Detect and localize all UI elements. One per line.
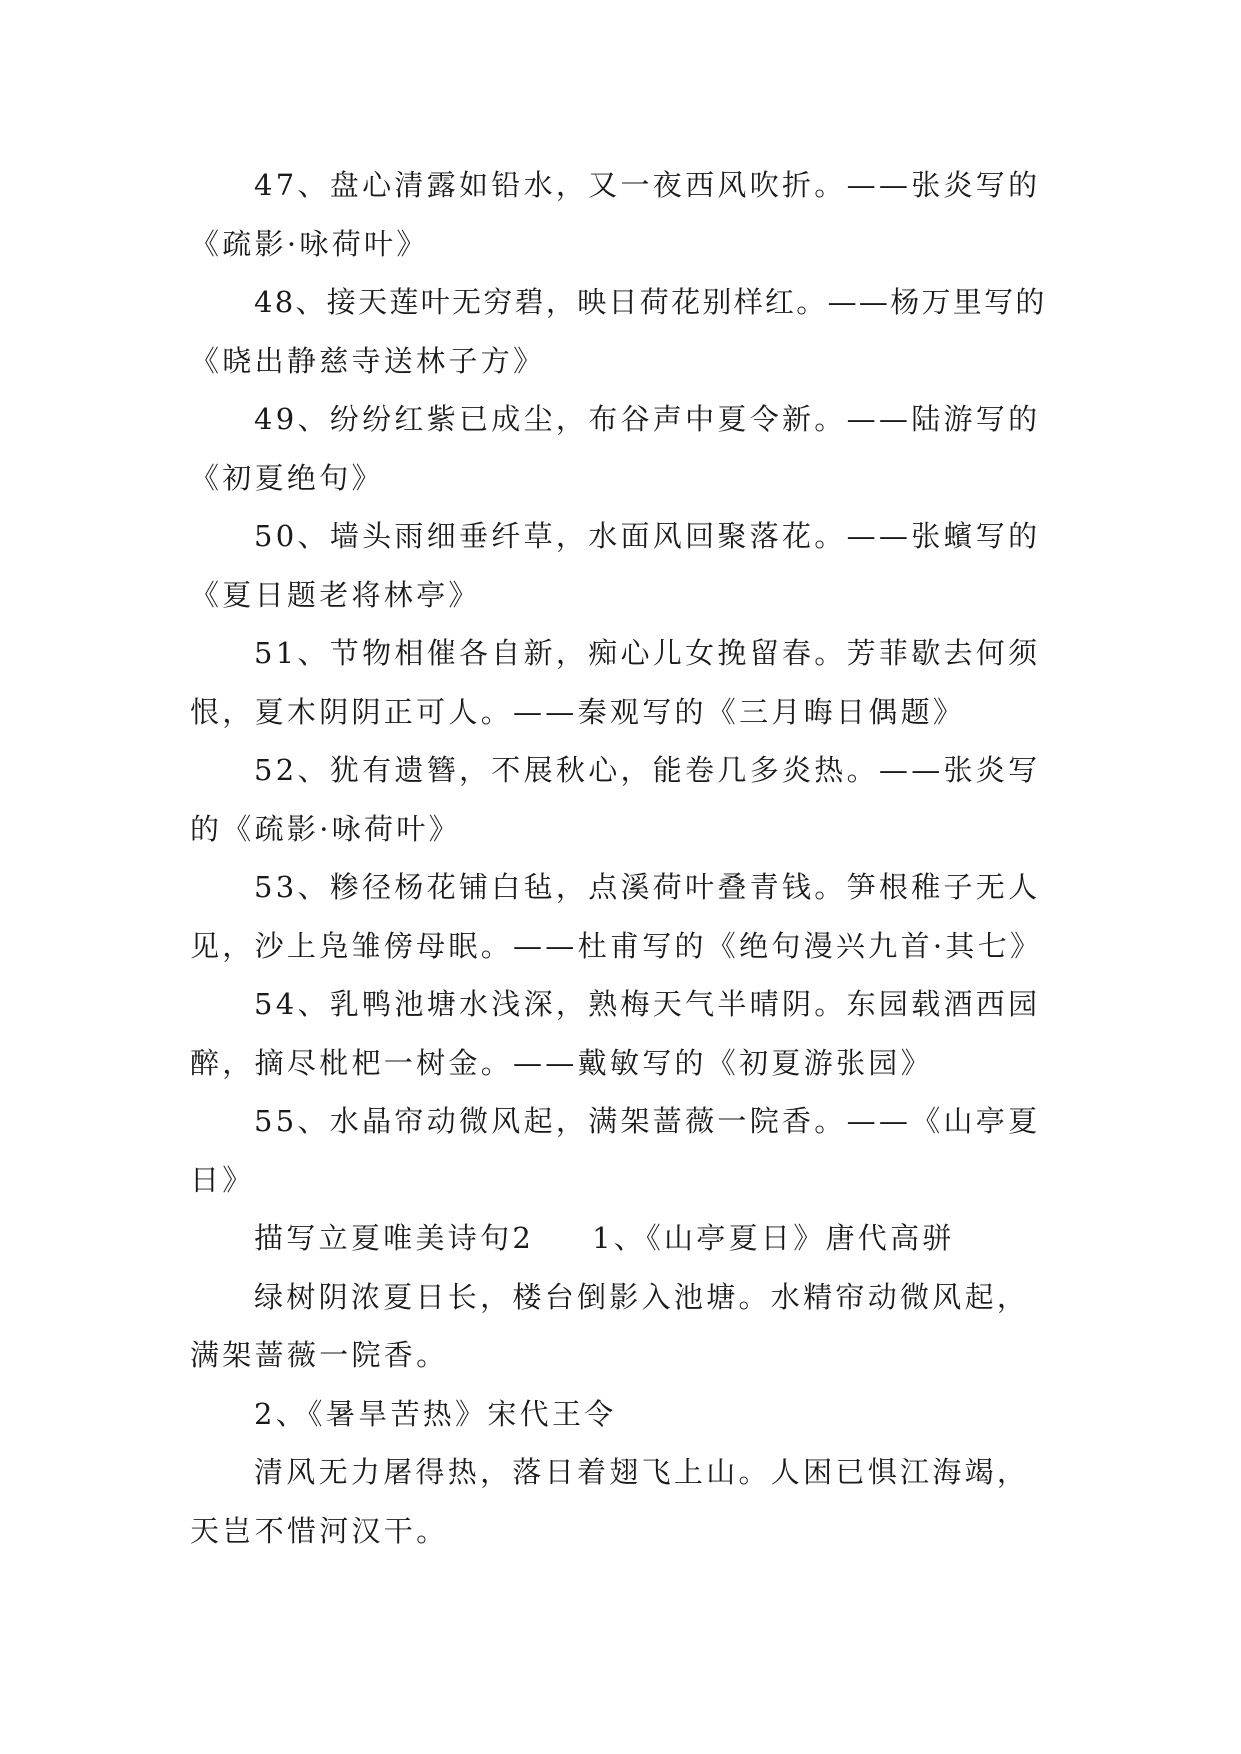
entry-line: 48、接天莲叶无穷碧，映日荷花别样红。——杨万里写的	[254, 285, 1047, 319]
section-heading: 描写立夏唯美诗句2	[254, 1221, 535, 1255]
list-item	[190, 507, 1050, 624]
list-item	[190, 858, 1050, 975]
entry-line: 47、盘心清露如铅水，又一夜西风吹折。——张炎写的	[254, 168, 1041, 202]
entry-line: 恨，夏木阴阴正可人。——秦观写的《三月晦日偶题》	[190, 694, 966, 729]
document-body	[190, 156, 1050, 1560]
poem-line: 清风无力屠得热，落日着翅飞上山。人困已惧江海竭，	[254, 1455, 1030, 1489]
entry-line: 51、节物相催各自新，痴心儿女挽留春。芳菲歇去何须	[254, 636, 1041, 670]
poem-title: 1、《山亭夏日》唐代高骈	[592, 1221, 955, 1255]
poem-line: 满架蔷薇一院香。	[190, 1338, 449, 1372]
list-item	[190, 741, 1050, 858]
entry-line: 见，沙上凫雏傍母眠。——杜甫写的《绝句漫兴九首·其七》	[190, 928, 1043, 963]
entry-line: 54、乳鸭池塘水浅深，熟梅天气半晴阴。东园载酒西园	[254, 987, 1041, 1021]
list-item	[190, 1092, 1050, 1209]
list-item	[190, 624, 1050, 741]
list-item	[190, 975, 1050, 1092]
section-heading-row	[190, 1209, 1050, 1268]
poem-line: 天岂不惜河汉干。	[190, 1513, 449, 1548]
entry-line: 55、水晶帘动微风起，满架蔷薇一院香。——《山亭夏	[254, 1104, 1041, 1138]
entry-line: 日》	[190, 1162, 255, 1197]
list-item	[190, 273, 1050, 390]
entry-line: 的《疏影·咏荷叶》	[190, 811, 461, 846]
entry-line: 50、墙头雨细垂纤草，水面风回聚落花。——张蠙写的	[254, 519, 1041, 553]
poem-title: 2、《暑旱苦热》宋代王令	[254, 1396, 617, 1431]
entry-line: 《初夏绝句》	[190, 460, 384, 495]
entry-line: 52、犹有遗簪，不展秋心，能卷几多炎热。——张炎写	[254, 753, 1041, 787]
list-item	[190, 156, 1050, 273]
poem-line: 绿树阴浓夏日长，楼台倒影入池塘。水精帘动微风起，	[254, 1279, 1030, 1314]
entry-line: 49、纷纷红紫已成尘，布谷声中夏令新。——陆游写的	[254, 402, 1041, 436]
poem-body	[190, 1268, 1050, 1385]
entry-line: 53、糁径杨花铺白毡，点溪荷叶叠青钱。笋根稚子无人	[254, 870, 1041, 904]
list-item	[190, 390, 1050, 507]
poem-body	[190, 1443, 1050, 1560]
entry-line: 《夏日题老将林亭》	[190, 577, 481, 612]
poem-title-row	[190, 1385, 1050, 1444]
entry-line: 醉，摘尽枇杷一树金。——戴敏写的《初夏游张园》	[190, 1045, 933, 1080]
entry-line: 《晓出静慈寺送林子方》	[190, 343, 546, 378]
entry-line: 《疏影·咏荷叶》	[190, 226, 429, 261]
